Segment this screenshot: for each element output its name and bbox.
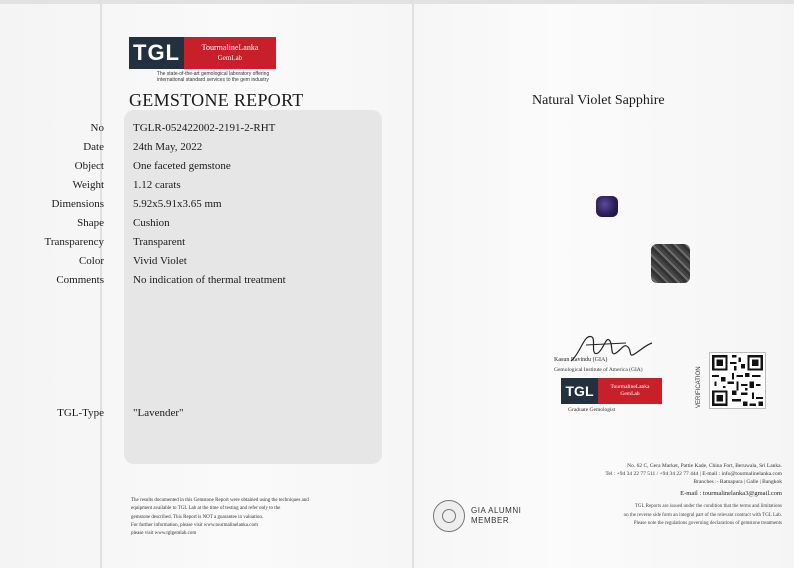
logo-tagline: The state-of-the-art gemological laboratory offering international standard services to the gem industry <box>156 71 270 83</box>
logo-name: TourmalineLanka <box>610 384 650 390</box>
fold-line <box>412 0 414 568</box>
field-value-no: TGLR-052422002-2191-2-RHT <box>133 122 276 134</box>
disclaimer-line: The results documented in this Gemstone Report were obtained using the techniques and <box>131 498 309 503</box>
logo-wordmark <box>598 378 662 404</box>
gia-badge-line: GIA ALUMNI <box>471 506 522 515</box>
signatory-institute: Gemological Institute of America (GIA) <box>554 367 643 373</box>
field-values <box>133 121 383 292</box>
stone-title: Natural Violet Sapphire <box>532 93 665 108</box>
field-value-shape: Cushion <box>133 217 170 229</box>
terms-line: Please note the regulations governing declarations of gemstone treatments <box>633 521 782 526</box>
address-line: Tel : +94 34 22 77 511 / +94 34 22 77 444 | E-mail : info@tourmalinelanka.com <box>605 471 782 477</box>
field-value-weight: 1.12 carats <box>133 179 181 191</box>
terms-notice <box>530 503 782 529</box>
top-edge <box>0 0 794 4</box>
signatory-name: Kasun Ravindu (GIA) <box>554 357 608 363</box>
disclaimer-line: For further information, please visit www.tourmalinelanka.com <box>131 522 258 528</box>
disclaimer <box>131 497 381 538</box>
report-title: GEMSTONE REPORT <box>129 90 304 110</box>
qr-code[interactable] <box>709 352 766 409</box>
disclaimer-line: please visit www.tglgemlab.com <box>131 531 197 537</box>
tgl-logo-small <box>561 378 662 404</box>
terms-line: TGL Reports are issued under the condition that the terms and limitations <box>634 504 782 509</box>
gia-badge-text <box>471 506 521 526</box>
field-label-date: Date <box>83 141 104 153</box>
verification-text: VERIFICATION <box>696 366 702 408</box>
field-label-transparency: Transparency <box>44 236 104 248</box>
field-value-color: Vivid Violet <box>133 255 187 267</box>
field-label-weight: Weight <box>72 179 104 191</box>
gia-badge-line: MEMBER <box>471 516 510 525</box>
address-line: No. 62 C, Gera Market, Pattie Kade, China Fort, Beruwala, Sri Lanka. <box>627 463 782 469</box>
logo-name: TourmalineLanka <box>201 43 259 52</box>
field-label-comments: Comments <box>56 274 104 286</box>
field-label-no: No <box>90 122 104 134</box>
lab-address <box>530 462 782 486</box>
gia-seal-icon <box>433 500 465 532</box>
logo-mark: TGL <box>129 37 184 69</box>
field-value-dimensions: 5.92x5.91x3.65 mm <box>133 198 222 210</box>
address-line: Branches :- Ratnapura | Galle | Bangkok <box>693 479 782 485</box>
field-label-color: Color <box>78 255 104 267</box>
tgl-logo <box>129 37 276 69</box>
disclaimer-line: gemstone described. This Report is NOT a guarantee in valuation. <box>131 514 264 520</box>
field-labels <box>0 121 104 292</box>
hologram-sticker <box>651 244 690 283</box>
logo-wordmark <box>184 37 276 69</box>
tgl-type-value: "Lavender" <box>133 407 184 419</box>
verification-label <box>696 352 706 408</box>
field-label-dimensions: Dimensions <box>51 198 104 210</box>
disclaimer-line: equipment available to TGL Lab at the time of testing and refer only to the <box>131 506 281 512</box>
field-label-shape: Shape <box>77 217 104 229</box>
logo-mark: TGL <box>561 378 598 404</box>
logo-sub: GemLab <box>620 391 640 397</box>
field-value-comments: No indication of thermal treatment <box>133 274 286 286</box>
secondary-email: E-mail : tourmalinelanka3@gmail.com <box>680 490 782 497</box>
signatory-role: Graduate Gemologist <box>568 407 616 413</box>
field-label-object: Object <box>74 160 104 172</box>
logo-sub: GemLab <box>217 54 243 62</box>
terms-line: on the reverse side form an integral part of the relevant contract with TGL Lab. <box>623 512 782 518</box>
field-value-transparency: Transparent <box>133 236 186 248</box>
gia-alumni-badge <box>433 500 521 532</box>
gemstone-photo <box>596 196 618 217</box>
field-value-object: One faceted gemstone <box>133 160 231 172</box>
field-value-date: 24th May, 2022 <box>133 141 203 153</box>
tgl-type-label: TGL-Type <box>57 407 104 419</box>
